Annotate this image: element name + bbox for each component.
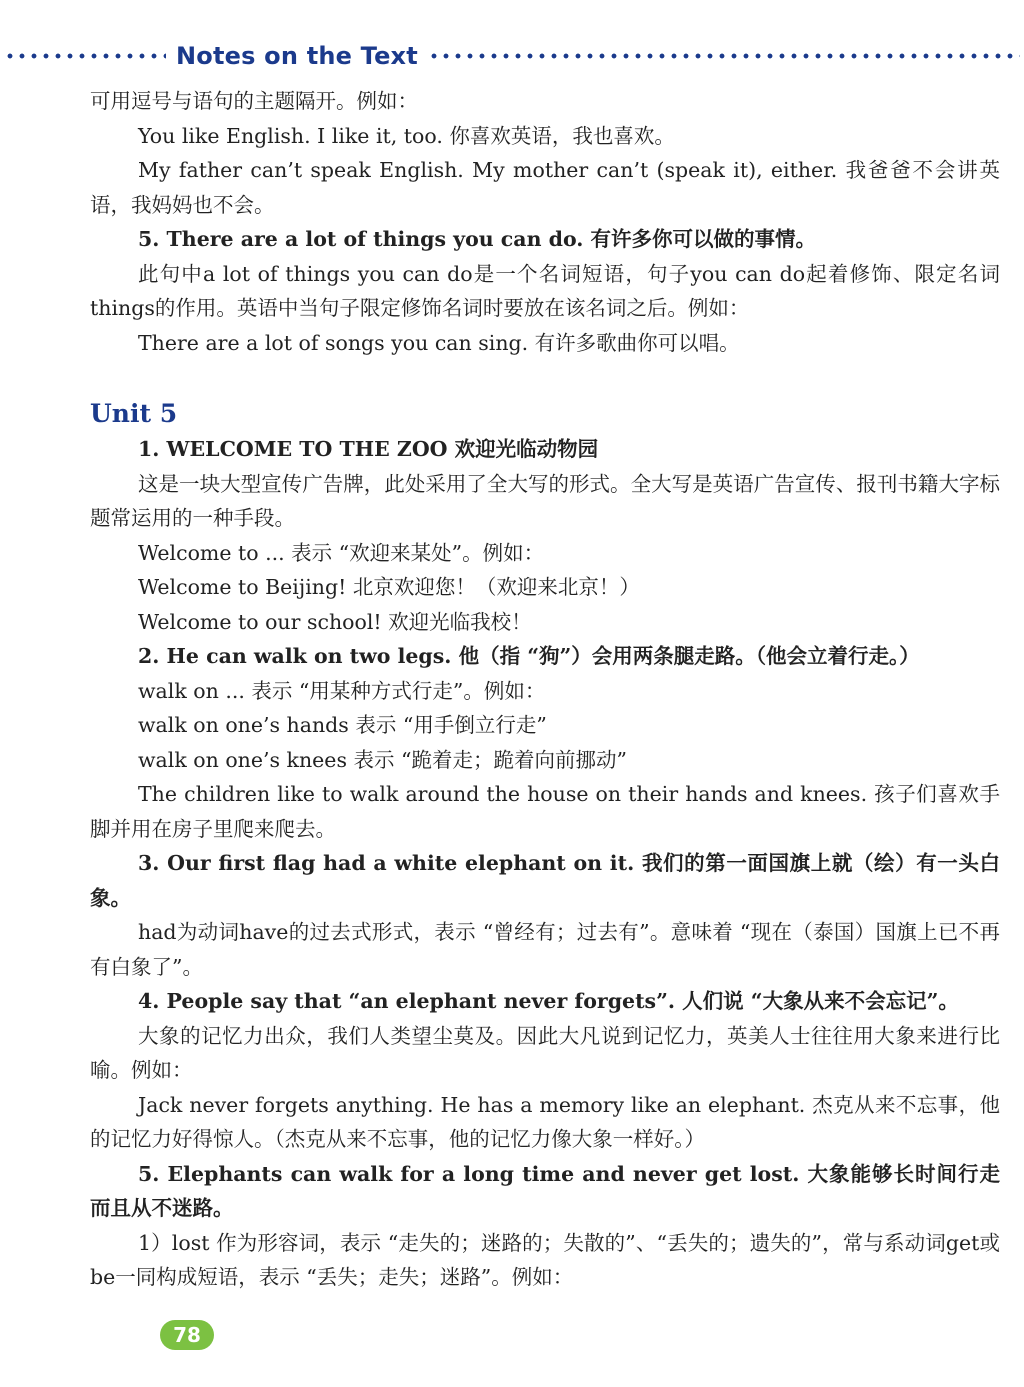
unit5-note2-line1: walk on ... 表示 “用某种方式行走”。例如：	[138, 678, 546, 703]
unit5-note4-heading: 4. People say that “an elephant never forgets”. 人们说 “大象从来不会忘记”。	[138, 989, 959, 1013]
unit5-note4-example: Jack never forgets anything. He has a memory like an elephant. 杰克从来不忘事，他的记忆力好得惊人。（杰克从来不忘事，他的记忆力像大象一样好。）	[90, 1092, 1000, 1151]
unit5-note2-line4: The children like to walk around the house on their hands and knees. 孩子们喜欢手脚并用在房子里爬来爬去。	[90, 782, 1000, 841]
unit5-note2-heading: 2. He can walk on two legs. 他（指 “狗”）会用两条腿走路。（他会立着行走。）	[138, 644, 920, 668]
unit5-note3-body: had为动词have的过去式形式，表示 “曾经有；过去有”。意味着 “现在（泰国）国旗上已不再有白象了”。	[90, 920, 1000, 979]
unit5-note3-heading: 3. Our first flag had a white elephant on it. 我们的第一面国旗上就（绘）有一头白象。	[90, 851, 1000, 910]
note5-example: There are a lot of songs you can sing. 有许多歌曲你可以唱。	[138, 330, 740, 355]
page-header	[0, 40, 1024, 72]
header-dots-right	[428, 53, 1020, 59]
unit5-note1-line1: Welcome to ... 表示 “欢迎来某处”。例如：	[138, 540, 545, 565]
unit5-note1-line3: Welcome to our school! 欢迎光临我校！	[138, 609, 532, 634]
page-content	[90, 84, 1000, 1295]
section4-intro: 可用逗号与语句的主题隔开。例如：	[90, 89, 418, 113]
header-dots-left	[4, 53, 166, 59]
unit5-note1-line2: Welcome to Beijing! 北京欢迎您！（欢迎来北京！）	[138, 575, 640, 599]
unit5-note1-heading: 1. WELCOME TO THE ZOO 欢迎光临动物园	[138, 437, 599, 461]
unit5-note2-line2: walk on one’s hands 表示 “用手倒立行走”	[138, 713, 547, 737]
unit5-note5-body: 1）lost 作为形容词，表示 “走失的；迷路的；失散的”、“丢失的；遗失的”，常与系动词get或be一同构成短语，表示 “丢失；走失；迷路”。例如：	[90, 1230, 1000, 1289]
unit5-note5-heading: 5. Elephants can walk for a long time and never get lost. 大象能够长时间行走而且从不迷路。	[90, 1161, 1000, 1220]
unit5-note1-body: 这是一块大型宣传广告牌，此处采用了全大写的形式。全大写是英语广告宣传、报刊书籍大字标题常运用的一种手段。	[90, 471, 1000, 530]
unit5-title: Unit 5	[90, 399, 178, 428]
page-number-badge: 78	[160, 1320, 214, 1350]
section4-example-2: My father can’t speak English. My mother can’t (speak it), either. 我爸爸不会讲英语，我妈妈也不会。	[90, 158, 1000, 217]
note5-body: 此句中a lot of things you can do是一个名词短语，句子you can do起着修饰、限定名词things的作用。英语中当句子限定修饰名词时要放在该名词之后。例如：	[90, 261, 1000, 320]
unit5-note4-body: 大象的记忆力出众，我们人类望尘莫及。因此大凡说到记忆力，英美人士往往用大象来进行比喻。例如：	[90, 1023, 1000, 1082]
header-title: Notes on the Text	[176, 42, 418, 70]
unit5-note2-line3: walk on one’s knees 表示 “跪着走；跪着向前挪动”	[138, 747, 627, 772]
section4-example-1: You like English. I like it, too. 你喜欢英语，我也喜欢。	[138, 123, 675, 148]
note5-heading: 5. There are a lot of things you can do. 有许多你可以做的事情。	[138, 227, 817, 251]
